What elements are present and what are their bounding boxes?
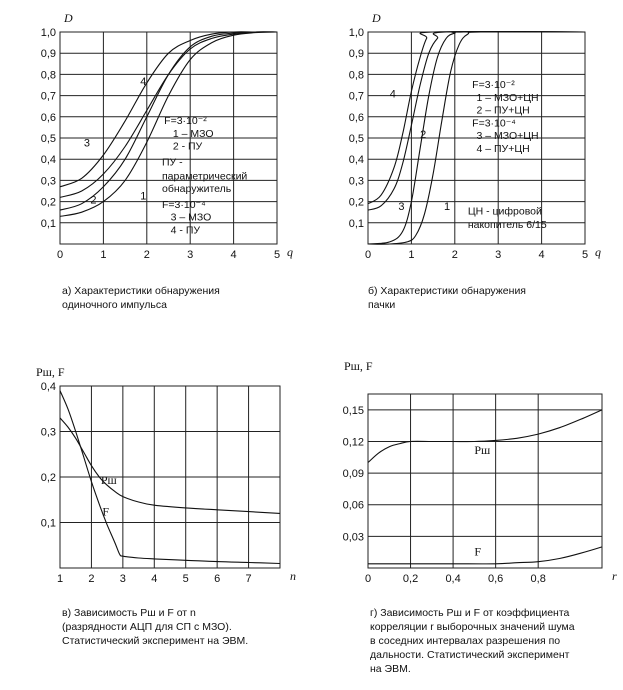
- x-axis-label: q: [287, 245, 293, 259]
- curve-label: 2: [90, 194, 97, 207]
- annotation-text: F=3·10⁻²: [164, 115, 207, 128]
- y-tick-label: 0,5: [348, 133, 364, 145]
- y-axis-label: D: [64, 11, 73, 25]
- y-tick-label: 0,1: [40, 217, 56, 230]
- y-tick-label: 0,3: [40, 426, 56, 439]
- curve-label: 2: [420, 129, 427, 141]
- x-tick-label: 3: [187, 249, 194, 261]
- annotation-text: ПУ -: [161, 156, 183, 169]
- x-axis-label: n: [290, 569, 296, 583]
- y-tick-label: 0,4: [40, 154, 56, 167]
- annotation-text: 1 – МЗО+ЦН: [476, 91, 539, 104]
- y-tick-label: 0,8: [348, 69, 364, 82]
- x-tick-label: 0,4: [445, 573, 461, 585]
- x-tick-label: 0,6: [487, 573, 504, 585]
- y-tick-label: 0,6: [348, 111, 364, 124]
- series-line-Pш: [60, 418, 280, 514]
- curve-label: Pш: [100, 472, 117, 487]
- y-tick-label: 0,9: [40, 48, 56, 61]
- annotation-text: ЦН - цифровой: [467, 205, 542, 218]
- curve-label: 4: [140, 76, 147, 88]
- x-tick-label: 3: [119, 573, 126, 585]
- x-tick-label: 7: [245, 573, 252, 585]
- y-tick-label: 0,2: [348, 196, 364, 209]
- y-tick-label: 0,8: [40, 69, 56, 82]
- x-tick-label: 1: [100, 249, 107, 261]
- annotation-text: 4 – ПУ+ЦН: [476, 142, 530, 155]
- y-tick-label: 0,7: [348, 90, 364, 103]
- y-tick-label: 0,9: [348, 48, 364, 61]
- series-line-F: [368, 547, 602, 564]
- chart-b-detection-burst: [349, 11, 601, 261]
- x-tick-label: 5: [182, 573, 189, 585]
- x-tick-label: 4: [151, 573, 158, 585]
- x-tick-label: 0,2: [402, 573, 419, 585]
- curve-label: 1: [443, 201, 451, 214]
- annotation-text: 1 – МЗО: [172, 127, 214, 140]
- y-tick-label: 0,4: [40, 381, 56, 393]
- curve-label: 3: [83, 137, 90, 150]
- y-tick-label: 1,0: [348, 27, 364, 39]
- y-tick-label: 0,3: [348, 175, 364, 188]
- y-tick-label: 0,15: [342, 404, 364, 417]
- y-axis-label: D: [372, 11, 381, 25]
- x-tick-label: 4: [230, 249, 237, 261]
- y-axis-label: Pш, F: [344, 359, 373, 373]
- x-tick-label: 2: [451, 249, 458, 261]
- annotation-text: накопитель 6/15: [467, 219, 547, 232]
- x-tick-label: 5: [581, 249, 589, 261]
- y-tick-label: 0,4: [348, 154, 364, 167]
- annotation-text: 2 - ПУ: [172, 140, 203, 153]
- y-axis-label: Pш, F: [36, 365, 65, 379]
- annotation-text: F=3·10⁻²: [472, 79, 515, 92]
- y-tick-label: 0,1: [348, 217, 364, 230]
- annotation-text: F=3·10⁻⁴: [161, 198, 206, 211]
- chart-c-p-f-vs-n: [36, 365, 296, 585]
- y-tick-label: 0,2: [40, 472, 56, 484]
- x-tick-label: 5: [273, 249, 281, 261]
- y-tick-label: 0,7: [40, 90, 56, 103]
- y-tick-label: 0,6: [40, 111, 56, 124]
- curve-label: 3: [398, 201, 405, 214]
- y-tick-label: 0,3: [40, 175, 56, 188]
- annotation-text: 4 - ПУ: [170, 224, 201, 237]
- chart-a-detection-single-pulse: [41, 11, 293, 261]
- caption-b: б) Характеристики обнаружения пачки: [368, 285, 526, 311]
- x-tick-label: 2: [143, 249, 150, 261]
- caption-c: в) Зависимость Pш и F от n (разрядности АЦП для СП с МЗО). Статистический эксперимент на ЭВМ.: [62, 607, 249, 647]
- caption-d: г) Зависимость Pш и F от коэффициента корреляции r выборочных значений шума в соседних интервалах разрешения по дальности. Статистический эксперимент на ЭВМ.: [370, 607, 575, 675]
- y-tick-label: 0,5: [40, 133, 56, 145]
- plot-frame: [368, 394, 602, 568]
- x-tick-label: 3: [495, 249, 502, 261]
- y-tick-label: 0,03: [342, 531, 364, 544]
- y-tick-label: 1,0: [40, 27, 56, 39]
- x-tick-label: 6: [214, 573, 221, 585]
- curve-label: Pш: [474, 443, 491, 458]
- annotation-text: 3 – МЗО: [170, 211, 212, 224]
- x-tick-label: 2: [88, 573, 95, 585]
- x-tick-label: 1: [56, 573, 64, 585]
- x-tick-label: 0: [364, 573, 372, 585]
- annotation-text: обнаружитель: [161, 183, 232, 196]
- y-tick-label: 0,06: [342, 499, 364, 512]
- x-axis-label: r: [612, 569, 617, 583]
- y-tick-label: 0,1: [40, 517, 56, 530]
- x-tick-label: 0: [56, 249, 64, 261]
- y-tick-label: 0,12: [342, 436, 364, 449]
- y-tick-label: 0,09: [342, 468, 364, 481]
- annotation-text: 3 – МЗО+ЦН: [476, 130, 539, 143]
- curve-label: 4: [389, 88, 396, 101]
- chart-d-p-f-vs-r: [343, 359, 617, 585]
- x-tick-label: 1: [408, 249, 415, 261]
- curve-label: 1: [140, 190, 147, 203]
- x-tick-label: 4: [538, 249, 545, 261]
- x-tick-label: 0,8: [530, 573, 546, 585]
- curve-label: F: [474, 544, 482, 559]
- x-tick-label: 0: [364, 249, 372, 261]
- annotation-text: F=3·10⁻⁴: [472, 117, 516, 130]
- caption-a: а) Характеристики обнаружения одиночного импульса: [62, 285, 220, 311]
- y-tick-label: 0,2: [40, 196, 56, 209]
- curve-label: F: [102, 504, 110, 519]
- x-axis-label: q: [595, 245, 601, 259]
- annotation-text: параметрический: [161, 170, 248, 183]
- annotation-text: 2 – ПУ+ЦН: [476, 104, 530, 117]
